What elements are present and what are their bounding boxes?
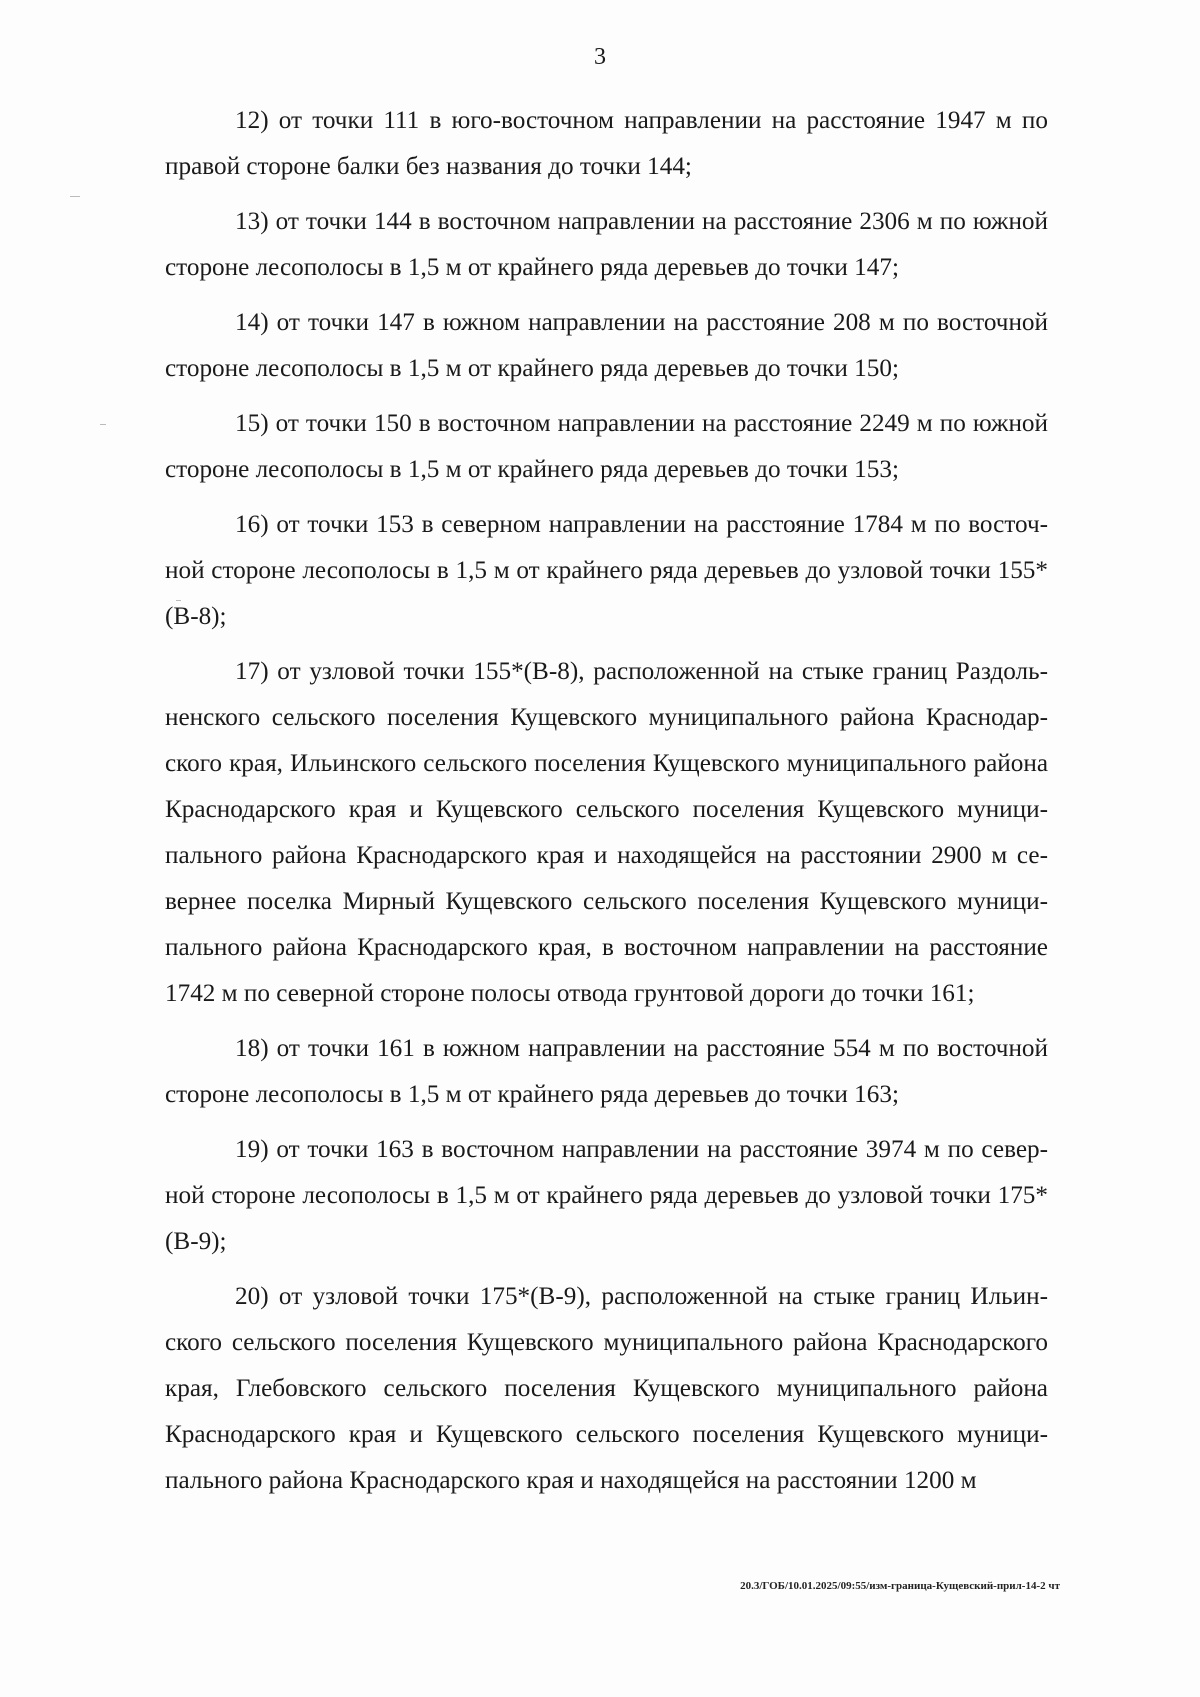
scan-speck [100, 424, 106, 425]
scan-speck [70, 196, 80, 197]
list-item: 18) от точки 161 в южном направлении на расстояние 554 м по восточной стороне лесополосы в 1,5 м от крайнего ряда деревьев до точки 163; [165, 1035, 1048, 1108]
list-item: 16) от точки 153 в северном направлении на расстояние 1784 м по восточной стороне лесополосы в 1,5 м от крайнего ряда деревьев до узловой точки 155*(В-8); [165, 511, 1048, 630]
list-item: 17) от узловой точки 155*(В-8), расположенной на стыке границ Раздольненского сельского поселения Кущевского муниципального района Краснодарского края, Ильинского сельского поселения Кущевского муниципального района Краснодарского края и Кущевского сельского поселения Кущевского муниципального района Краснодарского края и находящейся на расстоянии 2900 м севернее поселка Мирный Кущевского сельского поселения Кущевского муниципального района Краснодарского края, в восточном направлении на расстояние 1742 м по северной стороне полосы отвода грунтовой дороги до точки 161; [165, 658, 1048, 1007]
list-item: 13) от точки 144 в восточном направлении на расстояние 2306 м по южной стороне лесополосы в 1,5 м от крайнего ряда деревьев до точки 147; [165, 208, 1048, 281]
list-item: 14) от точки 147 в южном направлении на расстояние 208 м по восточной стороне лесополосы в 1,5 м от крайнего ряда деревьев до точки 150; [165, 309, 1048, 382]
list-item: 19) от точки 163 в восточном направлении на расстояние 3974 м по северной стороне лесополосы в 1,5 м от крайнего ряда деревьев до узловой точки 175*(В-9); [165, 1136, 1048, 1255]
list-item: 20) от узловой точки 175*(В-9), расположенной на стыке границ Ильинского сельского поселения Кущевского муниципального района Краснодарского края, Глебовского сельского поселения Кущевского муниципального района Краснодарского края и Кущевского сельского поселения Кущевского муниципального района Краснодарского края и находящейся на расстоянии 1200 м [165, 1283, 1048, 1494]
page-number: 3 [594, 44, 606, 70]
list-item: 15) от точки 150 в восточном направлении на расстояние 2249 м по южной стороне лесополосы в 1,5 м от крайнего ряда деревьев до точки 153; [165, 410, 1048, 483]
document-body [165, 98, 1048, 1513]
document-footer-code: 20.3/ГОБ/10.01.2025/09:55/изм-граница-Кущевский-прил-14-2 чт [740, 1580, 1060, 1592]
list-item: 12) от точки 111 в юго-восточном направлении на расстояние 1947 м по правой стороне балки без названия до точки 144; [165, 107, 1048, 180]
